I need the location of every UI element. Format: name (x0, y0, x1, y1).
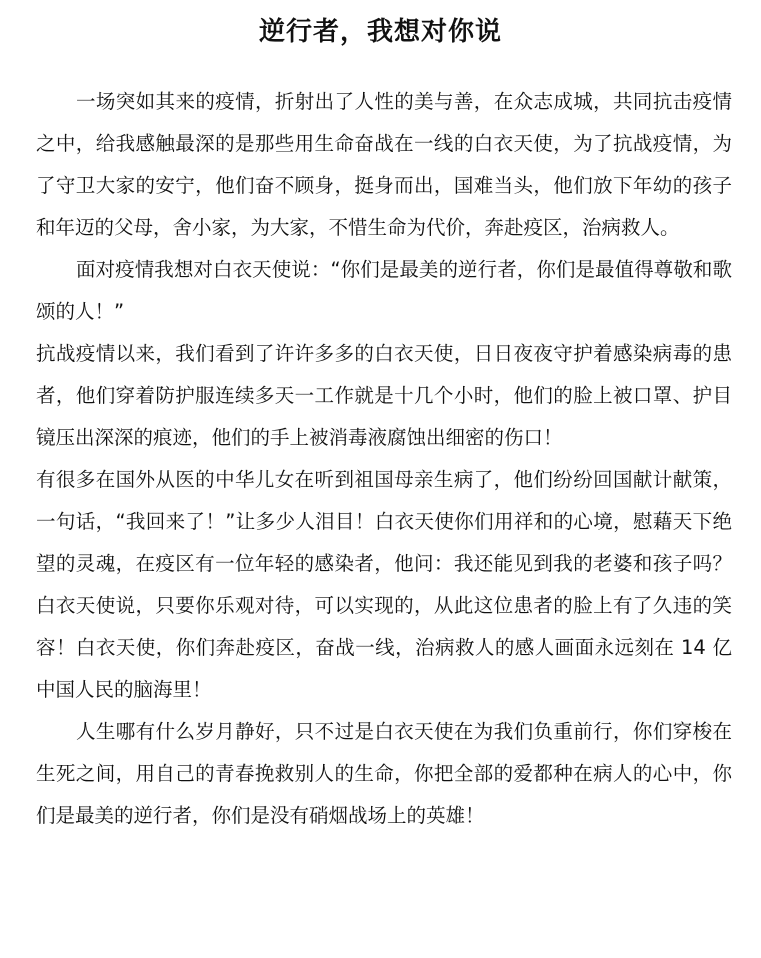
paragraph-1: 一场突如其来的疫情，折射出了人性的美与善，在众志成城，共同抗击疫情之中，给我感触最深的是那些用生命奋战在一线的白衣天使，为了抗战疫情，为了守卫大家的安宁，他们奋不顾身，挺身而出，国难当头，他们放下年幼的孩子和年迈的父母，舍小家，为大家，不惜生命为代价，奔赴疫区，治病救人。 (36, 90, 732, 239)
document-title: 逆行者，我想对你说 (258, 17, 502, 47)
paragraph-4: 有很多在国外从医的中华儿女在听到祖国母亲生病了，他们纷纷回国献计献策，一句话，“我回来了！”让多少人泪目！白衣天使你们用祥和的心境，慰藉天下绝望的灵魂，在疫区有一位年轻的感染者，他问：我还能见到我的老婆和孩子吗？白衣天使说，只要你乐观对待，可以实现的，从此这位患者的脸上有了久违的笑容！白衣天使，你们奔赴疫区，奋战一线，治病救人的感人画面永远刻在 14 亿中国人民的脑海里！ (36, 468, 732, 701)
paragraph-5: 人生哪有什么岁月静好，只不过是白衣天使在为我们负重前行，你们穿梭在生死之间，用自己的青春挽救别人的生命，你把全部的爱都种在病人的心中，你们是最美的逆行者，你们是没有硝烟战场上的英雄！ (36, 720, 732, 827)
paragraph-3: 抗战疫情以来，我们看到了许许多多的白衣天使，日日夜夜守护着感染病毒的患者，他们穿着防护服连续多天一工作就是十几个小时，他们的脸上被口罩、护目镜压出深深的痕迹，他们的手上被消毒液腐蚀出细密的伤口！ (36, 342, 732, 449)
paragraph-2: 面对疫情我想对白衣天使说：“你们是最美的逆行者，你们是最值得尊敬和歌颂的人！” (36, 258, 732, 323)
document-body (36, 81, 732, 837)
